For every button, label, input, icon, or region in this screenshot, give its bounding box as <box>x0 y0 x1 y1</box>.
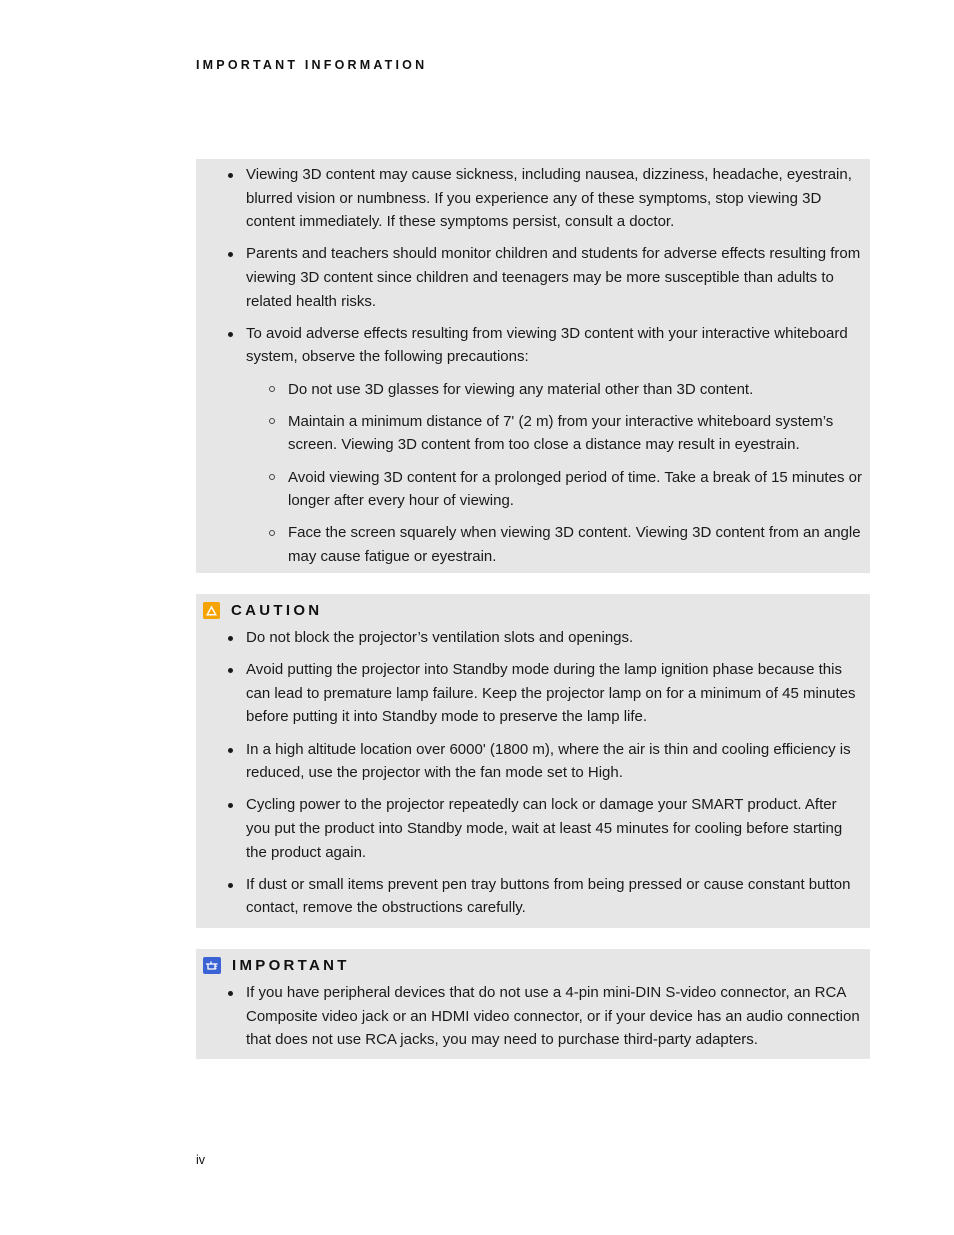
sub-list-item: Do not use 3D glasses for viewing any material other than 3D content. <box>196 378 870 402</box>
list-item: To avoid adverse effects resulting from viewing 3D content with your interactive whiteboard system, observe the following precautions: <box>196 322 870 369</box>
pointing-hand-icon <box>203 957 221 974</box>
list-item: Avoid putting the projector into Standby mode during the lamp ignition phase because this can lead to premature lamp failure. Keep the projector lamp on for a minimum of 45 minutes before putting it into Standby mode to preserve the lamp life. <box>196 658 870 729</box>
caution-box <box>196 594 870 928</box>
list-item: If dust or small items prevent pen tray buttons from being pressed or cause constant button contact, remove the obstructions carefully. <box>196 873 870 920</box>
caution-title: CAUTION <box>231 601 323 619</box>
important-title: IMPORTANT <box>232 956 350 974</box>
list-item: Parents and teachers should monitor children and students for adverse effects resulting from viewing 3D content since children and teenagers may be more susceptible than adults to related health risks. <box>196 242 870 313</box>
list-item: Cycling power to the projector repeatedly can lock or damage your SMART product. After you put the product into Standby mode, wait at least 45 minutes for cooling before starting the product again. <box>196 793 870 864</box>
important-heading <box>196 954 870 976</box>
list-item: Do not block the projector’s ventilation slots and openings. <box>196 626 870 650</box>
list-item: If you have peripheral devices that do not use a 4-pin mini-DIN S-video connector, an RCA Composite video jack or an HDMI video connector, or if your device has an audio connection that does not use RCA jacks, you may need to purchase third-party adapters. <box>196 981 870 1052</box>
caution-heading <box>196 599 870 621</box>
sub-list-item: Maintain a minimum distance of 7' (2 m) from your interactive whiteboard system’s screen. Viewing 3D content from too close a distance may result in eyestrain. <box>196 410 870 457</box>
list-item: Viewing 3D content may cause sickness, including nausea, dizziness, headache, eyestrain, blurred vision or numbness. If you experience any of these symptoms, stop viewing 3D content immediately. If these symptoms persist, consult a doctor. <box>196 163 870 234</box>
important-list <box>196 981 870 1052</box>
sub-list-item: Avoid viewing 3D content for a prolonged period of time. Take a break of 15 minutes or longer after every hour of viewing. <box>196 466 870 513</box>
running-header: IMPORTANT INFORMATION <box>196 58 428 72</box>
caution-list <box>196 626 870 920</box>
list-item: In a high altitude location over 6000' (1800 m), where the air is thin and cooling efficiency is reduced, use the projector with the fan mode set to High. <box>196 738 870 785</box>
caution-triangle-icon <box>203 602 220 619</box>
3d-warnings-list <box>196 163 870 568</box>
sub-list-item: Face the screen squarely when viewing 3D content. Viewing 3D content from an angle may cause fatigue or eyestrain. <box>196 521 870 568</box>
important-box <box>196 949 870 1059</box>
3d-warnings-box <box>196 159 870 573</box>
page-number: iv <box>196 1153 206 1167</box>
